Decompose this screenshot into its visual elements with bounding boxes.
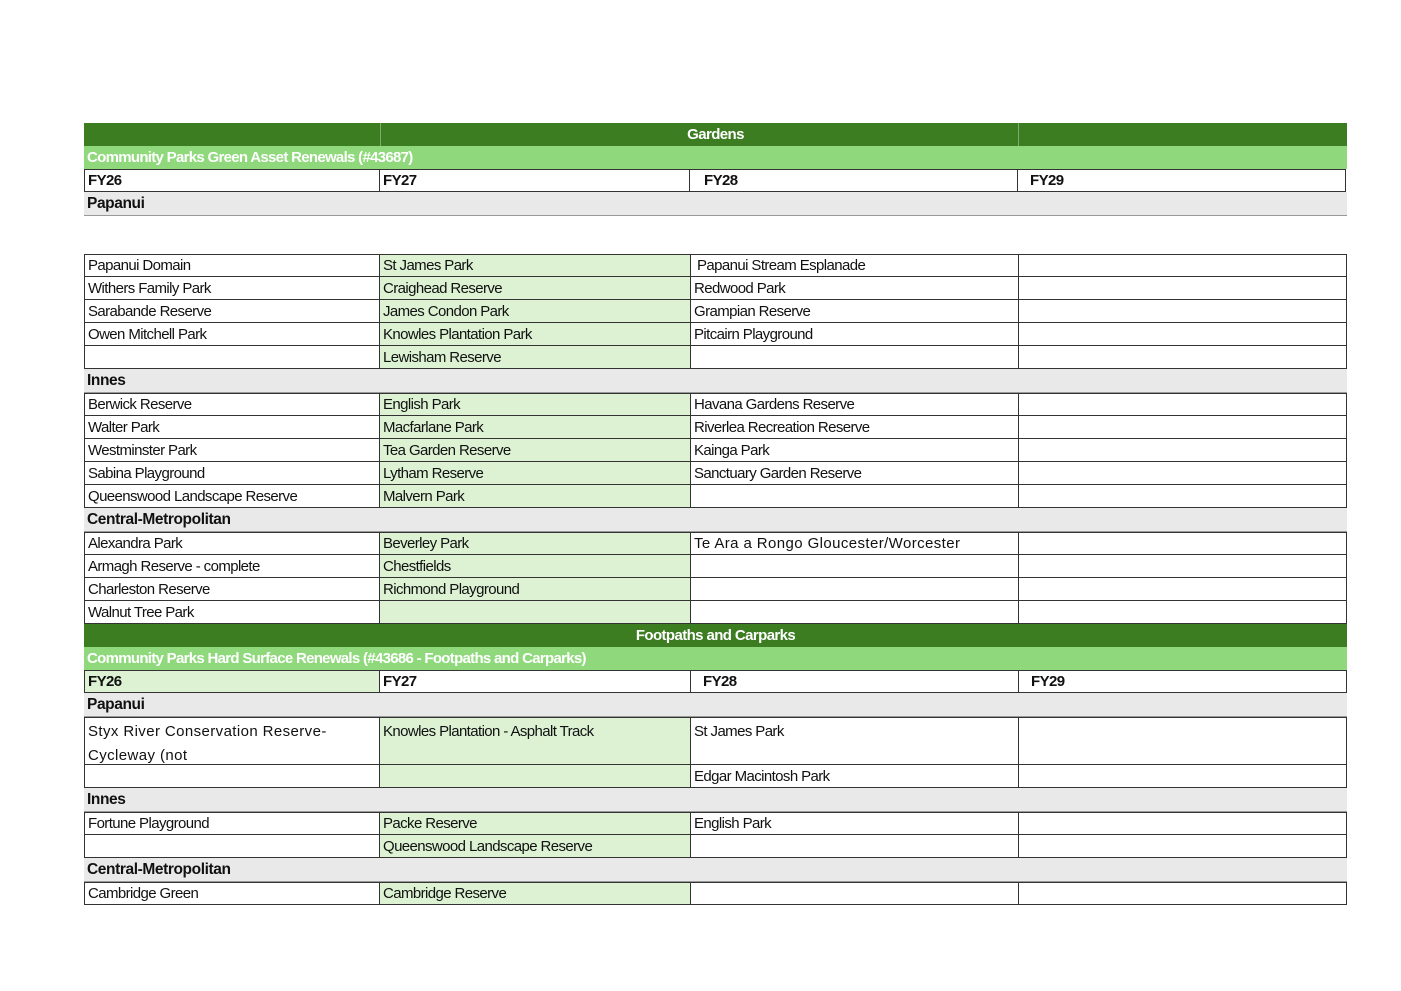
table-cell <box>1019 346 1347 369</box>
table-row <box>84 532 1347 555</box>
table-cell: Walnut Tree Park <box>84 601 380 624</box>
table-row <box>84 765 1347 788</box>
table-cell: Lewisham Reserve <box>380 346 691 369</box>
table-cell <box>1019 277 1347 300</box>
table-row <box>84 254 1347 277</box>
table-cell: Lytham Reserve <box>380 462 691 485</box>
table-cell <box>1019 555 1347 578</box>
table-cell <box>1019 812 1347 835</box>
gardens-fy-header <box>84 169 1347 192</box>
table-row <box>84 416 1347 439</box>
table-cell <box>1019 416 1347 439</box>
table-cell: English Park <box>691 812 1019 835</box>
table-cell: Richmond Playground <box>380 578 691 601</box>
table-cell <box>1019 485 1347 508</box>
table-cell <box>1019 254 1347 277</box>
table-cell: Malvern Park <box>380 485 691 508</box>
table-cell: Macfarlane Park <box>380 416 691 439</box>
table-row <box>84 346 1347 369</box>
table-cell: Styx River Conservation Reserve- Cycleway (not <box>84 717 380 765</box>
fy-header-cell: FY28 <box>691 670 1019 693</box>
table-cell <box>1019 717 1347 765</box>
table-cell: Sabina Playground <box>84 462 380 485</box>
gardens-title-band <box>84 123 1347 146</box>
table-row <box>84 555 1347 578</box>
table-cell <box>691 555 1019 578</box>
table-row <box>84 323 1347 346</box>
table-row <box>84 717 1347 765</box>
table-row <box>84 300 1347 323</box>
table-cell <box>84 835 380 858</box>
table-cell <box>84 346 380 369</box>
gardens-subtitle: Community Parks Green Asset Renewals (#43687) <box>87 149 413 166</box>
table-cell <box>1019 882 1347 905</box>
table-cell: Queenswood Landscape Reserve <box>380 835 691 858</box>
table-row <box>84 485 1347 508</box>
fy-header-cell: FY28 <box>690 169 1018 192</box>
table-cell: Berwick Reserve <box>84 393 380 416</box>
fy-header-cell: FY29 <box>1018 169 1346 192</box>
table-cell: James Condon Park <box>380 300 691 323</box>
table-cell: Knowles Plantation - Asphalt Track <box>380 717 691 765</box>
table-cell <box>691 578 1019 601</box>
table-cell: Edgar Macintosh Park <box>691 765 1019 788</box>
table-cell: Armagh Reserve - complete <box>84 555 380 578</box>
table-row <box>84 812 1347 835</box>
gardens-title: Gardens <box>687 126 744 143</box>
table-row <box>84 601 1347 624</box>
table-cell: English Park <box>380 393 691 416</box>
table-cell <box>1019 765 1347 788</box>
table-row <box>84 578 1347 601</box>
table-cell: Pitcairn Playground <box>691 323 1019 346</box>
table-cell: Grampian Reserve <box>691 300 1019 323</box>
table-cell: Papanui Domain <box>84 254 380 277</box>
spacer <box>84 216 1347 254</box>
area-heading: Central-Metropolitan <box>84 508 1347 532</box>
table-cell <box>84 765 380 788</box>
table-cell: Knowles Plantation Park <box>380 323 691 346</box>
table-cell: Havana Gardens Reserve <box>691 393 1019 416</box>
table-cell: Papanui Stream Esplanade <box>691 254 1019 277</box>
footpaths-subtitle-band <box>84 647 1347 670</box>
table-cell: Kainga Park <box>691 439 1019 462</box>
table-row <box>84 439 1347 462</box>
table-cell: Charleston Reserve <box>84 578 380 601</box>
table-cell <box>1019 835 1347 858</box>
fy-header-cell: FY27 <box>380 670 691 693</box>
table-cell <box>380 601 691 624</box>
table-cell: Alexandra Park <box>84 532 380 555</box>
footpaths-subtitle: Community Parks Hard Surface Renewals (#43686 - Footpaths and Carparks) <box>87 650 586 667</box>
table-cell: Packe Reserve <box>380 812 691 835</box>
schedule-sheet <box>84 123 1347 905</box>
footpaths-fy-header <box>84 670 1347 693</box>
table-cell <box>1019 300 1347 323</box>
table-cell: Chestfields <box>380 555 691 578</box>
table-row <box>84 835 1347 858</box>
table-cell: Riverlea Recreation Reserve <box>691 416 1019 439</box>
table-cell <box>691 485 1019 508</box>
table-cell: Beverley Park <box>380 532 691 555</box>
footpaths-title: Footpaths and Carparks <box>635 627 796 644</box>
table-cell: Owen Mitchell Park <box>84 323 380 346</box>
table-row <box>84 393 1347 416</box>
table-cell: Sarabande Reserve <box>84 300 380 323</box>
table-cell: Fortune Playground <box>84 812 380 835</box>
area-heading: Papanui <box>84 192 1347 216</box>
table-cell: St James Park <box>691 717 1019 765</box>
table-cell: Walter Park <box>84 416 380 439</box>
table-cell: Cambridge Reserve <box>380 882 691 905</box>
table-cell: Tea Garden Reserve <box>380 439 691 462</box>
area-heading: Innes <box>84 369 1347 393</box>
fy-header-cell: FY26 <box>84 670 380 693</box>
table-cell <box>691 601 1019 624</box>
fy-header-cell: FY27 <box>380 169 690 192</box>
table-cell: Sanctuary Garden Reserve <box>691 462 1019 485</box>
table-row <box>84 882 1347 905</box>
table-cell <box>1019 393 1347 416</box>
table-cell: Queenswood Landscape Reserve <box>84 485 380 508</box>
table-cell: Te Ara a Rongo Gloucester/Worcester <box>691 532 1019 555</box>
table-cell: St James Park <box>380 254 691 277</box>
table-cell <box>1019 323 1347 346</box>
fy-header-cell: FY29 <box>1019 670 1347 693</box>
table-cell <box>1019 578 1347 601</box>
table-cell <box>380 765 691 788</box>
table-row <box>84 462 1347 485</box>
table-cell <box>691 835 1019 858</box>
table-cell <box>691 882 1019 905</box>
area-heading: Papanui <box>84 693 1347 717</box>
footpaths-title-band <box>84 624 1347 647</box>
table-cell: Withers Family Park <box>84 277 380 300</box>
table-cell <box>1019 601 1347 624</box>
area-heading: Central-Metropolitan <box>84 858 1347 882</box>
table-cell: Westminster Park <box>84 439 380 462</box>
area-heading: Innes <box>84 788 1347 812</box>
table-cell: Cambridge Green <box>84 882 380 905</box>
fy-header-cell: FY26 <box>84 169 380 192</box>
table-cell <box>691 346 1019 369</box>
table-cell: Redwood Park <box>691 277 1019 300</box>
table-cell: Craighead Reserve <box>380 277 691 300</box>
table-cell <box>1019 462 1347 485</box>
gardens-subtitle-band <box>84 146 1347 169</box>
table-row <box>84 277 1347 300</box>
table-cell <box>1019 532 1347 555</box>
table-cell <box>1019 439 1347 462</box>
